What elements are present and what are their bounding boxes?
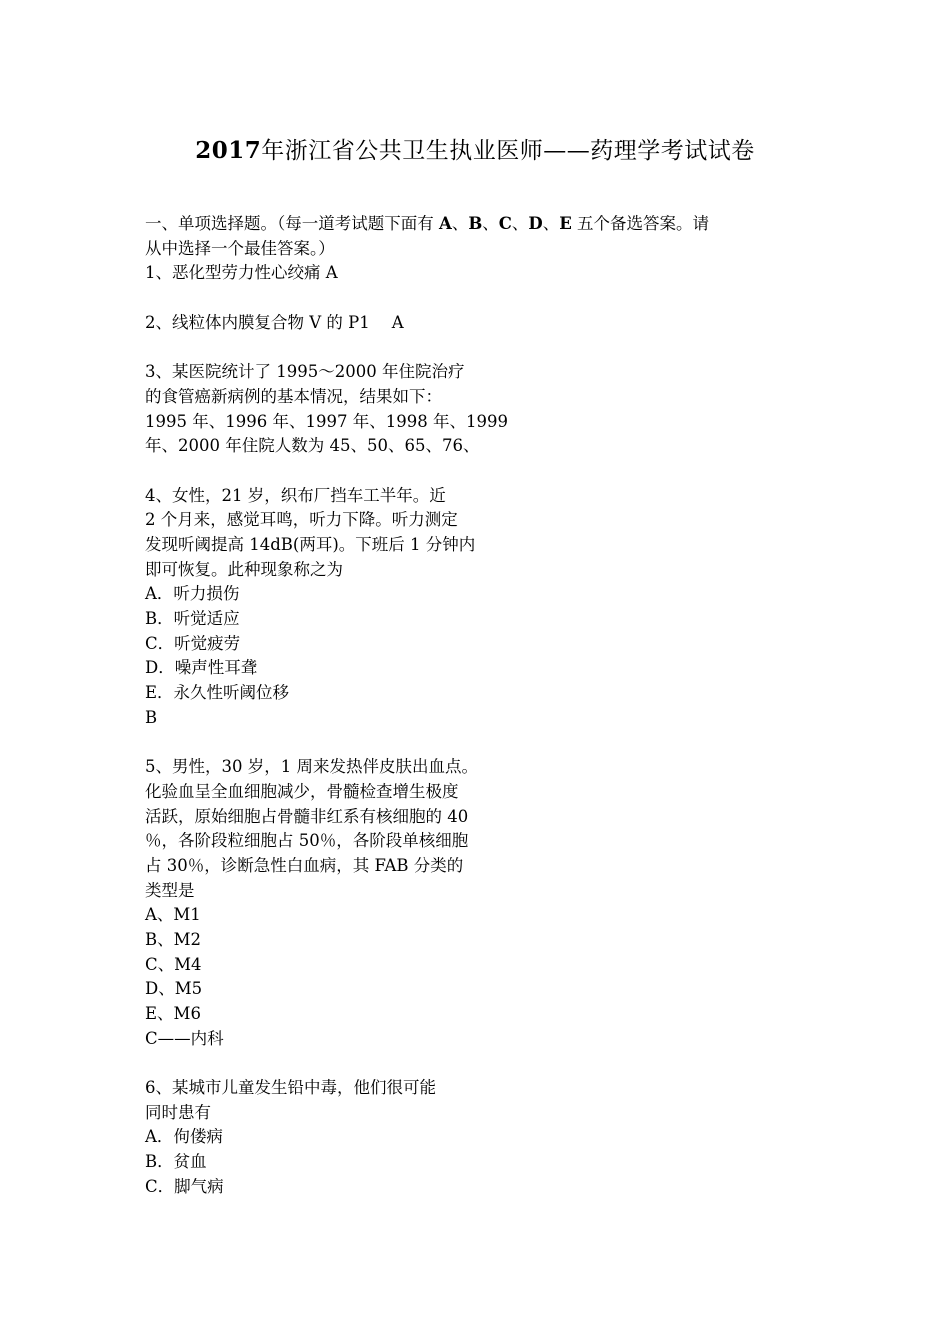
question-5-line: 占 30％，诊断急性白血病，其 FAB 分类的 [145, 855, 464, 875]
option-d-label: D [528, 214, 543, 233]
question-5-answer: C——内科 [145, 1028, 224, 1048]
question-4-option: B．听觉适应 [145, 609, 240, 628]
question-6-option: B．贫血 [145, 1152, 207, 1172]
option-e-label: E [559, 214, 572, 233]
question-4-line: 发现听阈提高 14dB(两耳)。下班后 1 分钟内 [145, 534, 476, 554]
question-2-text: 2、线粒体内膜复合物 V 的 P1 [145, 312, 370, 332]
question-5-line: 类型是 [145, 880, 195, 900]
question-4-option: A．听力损伤 [145, 584, 240, 604]
question-5-line: 活跃，原始细胞占骨髓非红系有核细胞的 40 [145, 806, 469, 826]
question-5-line: 5、男性，30 岁，1 周来发热伴皮肤出血点。 [145, 757, 478, 777]
question-5-line: ％，各阶段粒细胞占 50％，各阶段单核细胞 [145, 831, 469, 851]
question-5-option: B、M2 [145, 929, 202, 949]
option-b-label: B [468, 214, 483, 233]
question-4-line: 4、女性，21 岁，织布厂挡车工半年。近 [145, 485, 446, 505]
question-4-line: 即可恢复。此种现象称之为 [145, 559, 343, 579]
question-4-option: D．噪声性耳聋 [145, 658, 258, 678]
question-5-option: E、M6 [145, 1004, 201, 1023]
question-3-line: 1995 年、1996 年、1997 年、1998 年、1999 [145, 411, 508, 431]
question-4-option: E．永久性听阈位移 [145, 683, 290, 703]
title-text: 年浙江省公共卫生执业医师——药理学考试试卷 [261, 138, 755, 164]
option-a-label: A [439, 214, 452, 233]
title-year: 2017 [195, 137, 262, 164]
section-intro-line-1: 一、单项选择题。（每一道考试题下面有 A、B、C、D、E 五个备选答案。请 [145, 214, 710, 233]
question-3-line: 年、2000 年住院人数为 45、50、65、76、 [145, 436, 480, 456]
question-6-line: 6、某城市儿童发生铅中毒，他们很可能 [145, 1078, 436, 1098]
question-4-line: 2 个月来，感觉耳鸣，听力下降。听力测定 [145, 510, 458, 530]
question-3-line: 3、某医院统计了 1995～2000 年住院治疗 [145, 362, 465, 382]
question-2 [145, 311, 815, 336]
question-1: 1、恶化型劳力性心绞痛 A [145, 263, 338, 283]
document-title [0, 133, 950, 169]
question-5-option: C、M4 [145, 954, 202, 974]
section-intro-line-2: 从中选择一个最佳答案。） [145, 238, 335, 258]
option-c-label: C [498, 214, 512, 233]
question-5-line: 化验血呈全血细胞减少，骨髓检查增生极度 [145, 781, 459, 801]
question-5-option: D、M5 [145, 979, 203, 999]
question-6-option: A．佝偻病 [145, 1127, 223, 1147]
question-6-option: C．脚气病 [145, 1176, 224, 1196]
question-4-answer: B [145, 707, 158, 727]
document-body [145, 212, 815, 1200]
question-2-answer: A [391, 312, 404, 332]
question-6-line: 同时患有 [145, 1102, 211, 1122]
question-3-line: 的食管癌新病例的基本情况，结果如下： [145, 386, 442, 406]
question-5-option: A、M1 [145, 905, 201, 925]
question-4-option: C．听觉疲劳 [145, 633, 241, 653]
